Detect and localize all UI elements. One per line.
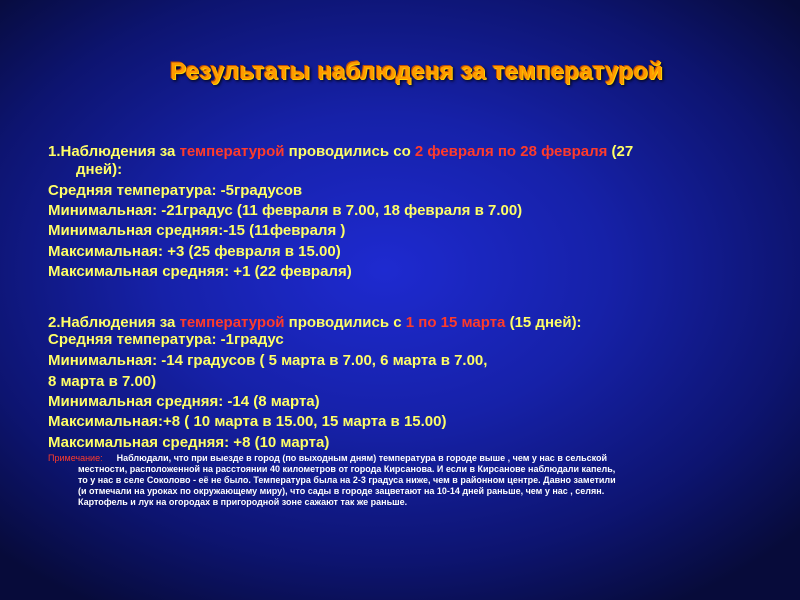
block1-max: Максимальная: +3 (25 февраля в 15.00) — [48, 243, 341, 260]
block2-max-avg: Максимальная средняя: +8 (10 марта) — [48, 434, 330, 451]
highlight-term: температурой — [179, 143, 285, 160]
text-segment: (15 дней): — [505, 314, 582, 331]
block2-max: Максимальная:+8 ( 10 марта в 15.00, 15 марта в 15.00) — [48, 413, 447, 430]
block1-intro-cont: дней): — [76, 161, 123, 178]
footnote-line — [48, 453, 748, 464]
block2-intro — [48, 314, 778, 332]
block2-min-cont: 8 марта в 7.00) — [48, 373, 157, 390]
text-segment: проводились со — [284, 143, 415, 160]
footnote-text: Наблюдали, что при выезде в город (по выходным дням) температура в городе выше , чем у нас в сельской — [116, 453, 608, 463]
text-segment: (27 — [607, 143, 634, 160]
block1-intro — [48, 143, 778, 161]
block1-max-avg: Максимальная средняя: +1 (22 февраля) — [48, 263, 352, 280]
highlight-dates: 2 февраля по 28 февраля — [414, 143, 608, 160]
footnote-line: местности, расположенной на расстоянии 40 километров от города Кирсанова. И если в Кирсанове наблюдали капель, — [78, 464, 616, 474]
block2-min-avg: Минимальная средняя: -14 (8 марта) — [48, 393, 320, 410]
footnote-line: Картофель и лук на огородах в пригородной зоне сажают так же раньше. — [78, 497, 408, 507]
text-segment: 2.Наблюдения за — [48, 314, 180, 331]
footnote-label: Примечание: — [48, 453, 103, 463]
block2-min: Минимальная: -14 градусов ( 5 марта в 7.00, 6 марта в 7.00, — [48, 352, 488, 369]
block1-min: Минимальная: -21градус (11 февраля в 7.00, 18 февраля в 7.00) — [48, 202, 523, 219]
text-segment: 1.Наблюдения за — [48, 143, 180, 160]
footnote-line: (и отмечали на уроках по окружающему миру), что сады в городе зацветают на 10-14 дней раньше, чем у нас , селян. — [78, 486, 605, 496]
footnote — [48, 453, 748, 508]
slide-title: Результаты наблюденя за температурой — [170, 58, 663, 85]
block2-avg: Средняя температура: -1градус — [48, 331, 284, 348]
text-segment: проводились с — [284, 314, 406, 331]
footnote-line: то у нас в селе Соколово - её не было. Температура была на 2-3 градуса ниже, чем в районном центре. Давно заметили — [78, 475, 616, 485]
highlight-dates: 1 по 15 марта — [405, 314, 506, 331]
block1-avg: Средняя температура: -5градусов — [48, 182, 303, 199]
block1-min-avg: Минимальная средняя:-15 (11февраля ) — [48, 222, 346, 239]
highlight-term: температурой — [179, 314, 285, 331]
